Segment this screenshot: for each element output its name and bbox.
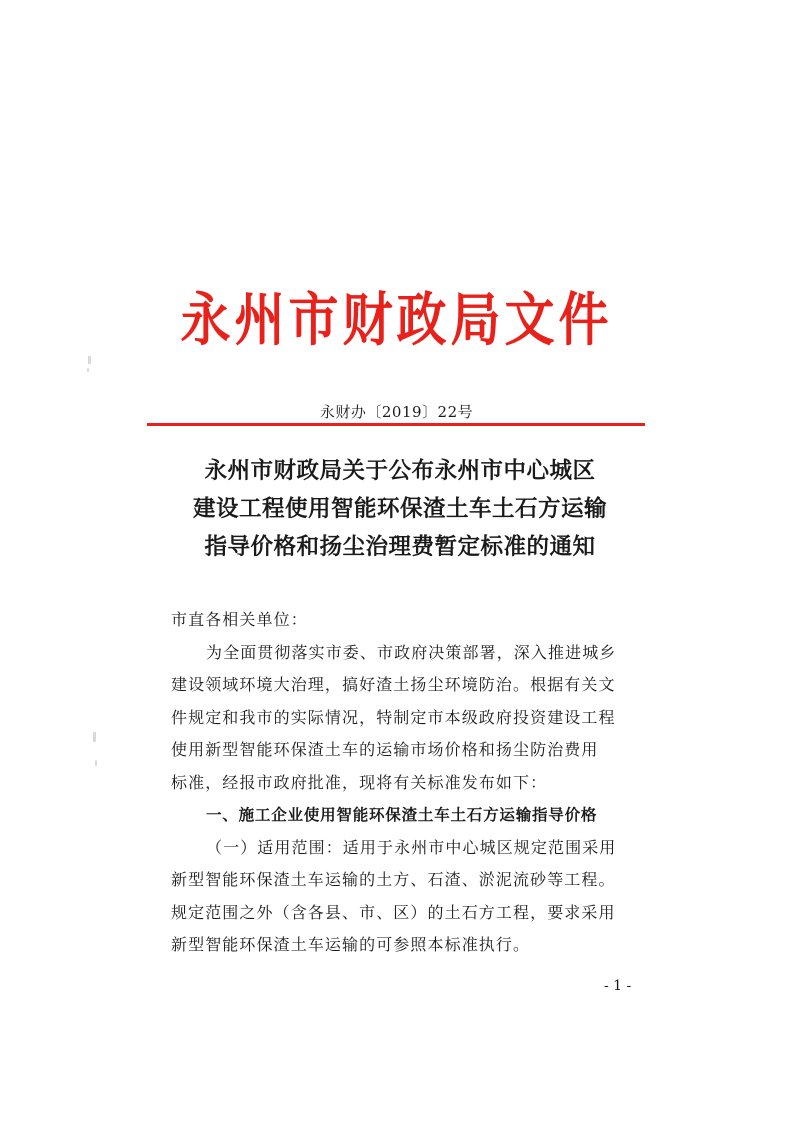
paragraph-line: 新型智能环保渣土车运输的可参照本标准执行。 xyxy=(171,935,531,954)
document-title xyxy=(150,452,650,566)
title-line: 指导价格和扬尘治理费暂定标准的通知 xyxy=(204,534,596,560)
page-number: - 1 - xyxy=(604,978,632,994)
document-body xyxy=(171,604,641,962)
document-number: 永财办〔2019〕22号 xyxy=(319,403,474,421)
paragraph-line: 为全面贯彻落实市委、市政府决策部署，深入推进城乡 xyxy=(206,642,617,662)
paragraph-line: 标准，经报市政府批准，现将有关标准发布如下： xyxy=(171,772,548,792)
paragraph-line: 建设领域环境大治理，搞好渣土扬尘环境防治。根据有关文 xyxy=(171,675,616,694)
red-divider-line xyxy=(147,423,645,426)
paragraph-line: 件规定和我市的实际情况，特制定市本级政府投资建设工程 xyxy=(171,707,616,727)
scan-artifact xyxy=(88,356,91,364)
paragraph-line: 使用新型智能环保渣土车的运输市场价格和扬尘防治费用 xyxy=(171,740,599,759)
title-line: 永州市财政局关于公布永州市中心城区 xyxy=(204,458,596,484)
addressee: 市直各相关单位： xyxy=(171,610,308,629)
title-line: 建设工程使用智能环保渣土车土石方运输 xyxy=(192,496,607,522)
scan-artifact xyxy=(93,732,96,742)
document-masthead: 永州市财政局文件 xyxy=(180,285,613,354)
paragraph-line: 新型智能环保渣土车运输的土方、石渣、淤泥流砂等工程。 xyxy=(171,870,616,889)
paragraph-line: 规定范围之外（含各县、市、区）的土石方工程，要求采用 xyxy=(171,902,616,922)
scan-artifact xyxy=(95,760,97,766)
section-heading: 一、施工企业使用智能环保渣土车土石方运输指导价格 xyxy=(206,806,598,824)
scan-artifact xyxy=(87,368,89,372)
paragraph-line: （一）适用范围：适用于永州市中心城区规定范围采用 xyxy=(206,837,617,857)
